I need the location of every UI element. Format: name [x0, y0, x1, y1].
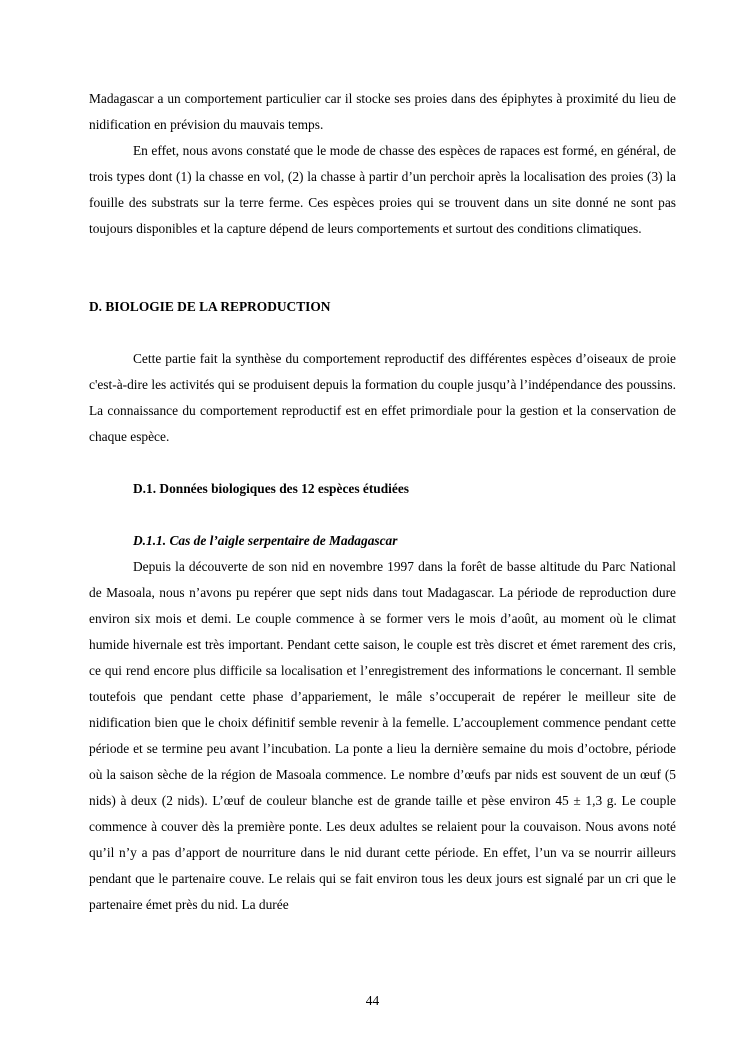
- body-paragraph: Depuis la découverte de son nid en novembre 1997 dans la forêt de basse altitude du Parc National de Masoala, nous n’avons pu repérer que sept nids dans tout Madagascar. La période de reproduction dure environ six mois et demi. Le couple commence à se former vers le mois d’août, au moment où le climat humide hivernale est très important. Pendant cette saison, le couple est très discret et émet rarement des cris, ce qui rend encore plus difficile sa localisation et l’enregistrement des informations le concernant. Il semble toutefois que pendant cette phase d’appariement, le mâle s’occuperait de repérer le meilleur site de nidification bien que le choix définitif semble revenir à la femelle. L’accouplement commence pendant cette période et se termine peu avant l’incubation. La ponte a lieu la dernière semaine du mois d’octobre, période où la saison sèche de la région de Masoala commence. Le nombre d’œufs par nids est souvent de un œuf (5 nids) à deux (2 nids). L’œuf de couleur blanche est de grande taille et pèse environ 45 ± 1,3 g. Le couple commence à couver dès la première ponte. Les deux adultes se relaient pour la couvaison. Nous avons noté qu’il n’y a pas d’apport de nourriture dans le nid durant cette période. En effet, l’un va se nourrir ailleurs pendant que le partenaire couve. Le relais qui se fait environ tous les deux jours est signalé par un cri que le partenaire émet près du nid. La durée: [89, 559, 676, 912]
- section-heading: D. BIOLOGIE DE LA REPRODUCTION: [89, 299, 331, 314]
- subsection-heading: D.1. Données biologiques des 12 espèces étudiées: [133, 481, 409, 496]
- page-number: 44: [365, 993, 380, 1008]
- subsubsection-heading: D.1.1. Cas de l’aigle serpentaire de Madagascar: [133, 533, 398, 548]
- body-paragraph: Cette partie fait la synthèse du comportement reproductif des différentes espèces d’oiseaux de proie c'est-à-dire les activités qui se produisent depuis la formation du couple jusqu’à l’indépendance des poussins. La connaissance du comportement reproductif est en effet primordiale pour la gestion et la conservation de chaque espèce.: [89, 351, 676, 444]
- body-paragraph: En effet, nous avons constaté que le mode de chasse des espèces de rapaces est formé, en général, de trois types dont (1) la chasse en vol, (2) la chasse à partir d’un perchoir après la localisation des proies (3) la fouille des substrats sur la terre ferme. Ces espèces proies qui se trouvent dans un site donné ne sont pas toujours disponibles et la capture dépend de leurs comportements et surtout des conditions climatiques.: [89, 143, 676, 236]
- body-paragraph: Madagascar a un comportement particulier car il stocke ses proies dans des épiphytes à proximité du lieu de nidification en prévision du mauvais temps.: [89, 91, 676, 132]
- document-page: [89, 86, 676, 918]
